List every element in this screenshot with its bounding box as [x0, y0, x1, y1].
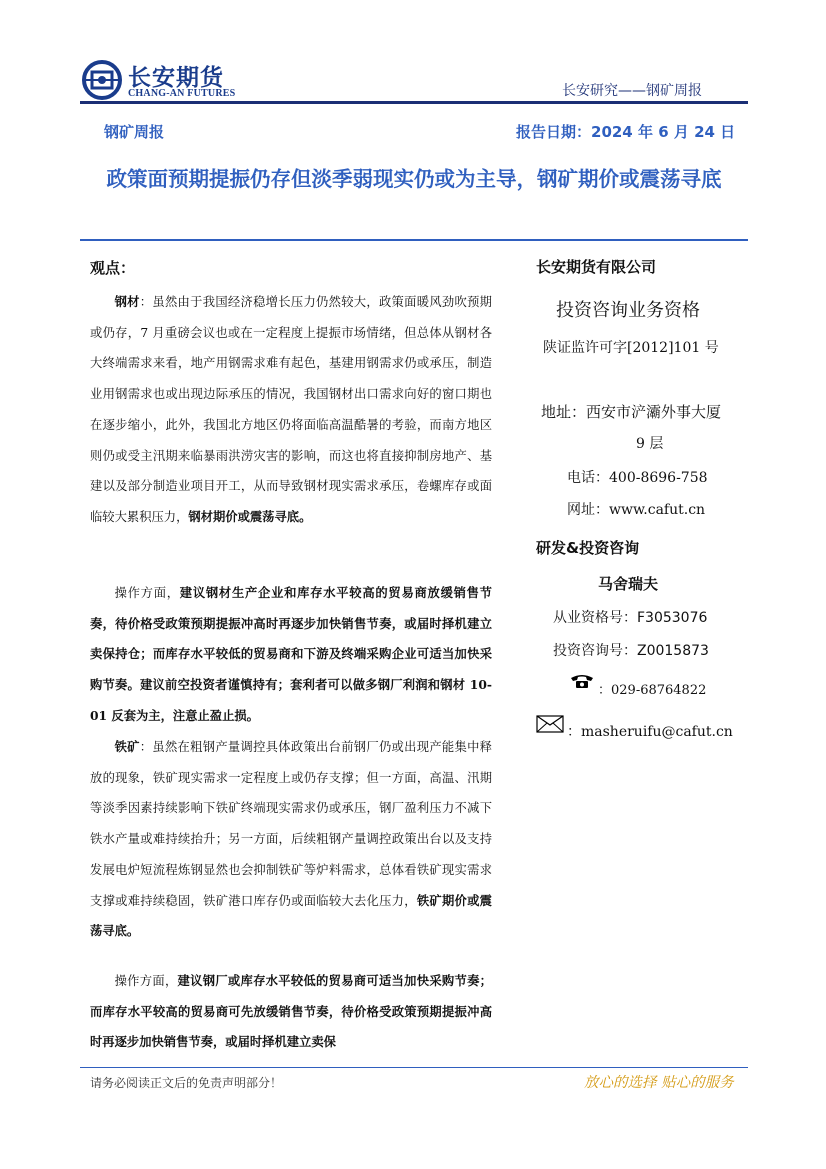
steel-text: ：虽然由于我国经济稳增长压力仍然较大，政策面暖风劲吹预期或仍存，7 月重磅会议也或在一定程度上提振市场情绪，但总体从钢材各大终端需求来看，地产用钢需求难有起色，基建用钢需求仍或承压，制造业用钢需求也或出现边际承压的情况，我国钢材出口需求向好的窗口期也在逐步缩小，此外，我国北方地区仍将面临高温酷暑的考验，而南方地区则仍或受主汛期来临暴雨洪涝灾害的影响，而这也将直接抑制房地产、基建以及部分制造业项目开工，从而导致钢材现实需求承压，卷螺库存或面临较大累积压力，: [90, 295, 492, 524]
address-line-2: 9 层: [636, 436, 664, 452]
company-logo-icon: [82, 60, 122, 100]
steel-operation-prefix: 操作方面，: [114, 586, 180, 600]
steel-operation-advice: 建议钢材生产企业和库存水平较高的贸易商放缓销售节奏，待价格受政策预期提振冲高时再逐步加快销售节奏，或届时择机建立卖保持仓；而库存水平较低的贸易商和下游及终端采购企业可适当加快采购节奏。建议前空投资者谨慎持有；套利者可以做多钢厂利润和钢材 10-01 反套为主，注意止盈止损。: [90, 585, 492, 723]
license-number: 陕证监许可字[2012]101 号: [543, 340, 719, 356]
iron-ore-lead: 铁矿: [114, 739, 140, 754]
iron-ore-paragraph: [90, 732, 492, 947]
company-website[interactable]: 网址：www.cafut.cn: [567, 502, 706, 518]
company-name: 长安期货有限公司: [536, 258, 657, 276]
steel-lead: 钢材: [114, 294, 140, 309]
business-qualification: 投资咨询业务资格: [556, 300, 700, 321]
iron-ore-operation-advice: 建议钢厂或库存水平较低的贸易商可适当加快采购节奏；而库存水平较高的贸易商可先放缓销售节奏，待价格受政策预期提振冲高时再逐步加快销售节奏，或届时择机建立卖保: [90, 973, 492, 1050]
viewpoint-heading: 观点：: [90, 259, 136, 277]
steel-operation-paragraph: [90, 578, 492, 732]
footer-slogan: 放心的选择 贴心的服务: [584, 1075, 734, 1091]
steel-conclusion: 钢材期价或震荡寻底。: [188, 508, 312, 524]
analyst-advisory-number: 投资咨询号：Z0015873: [553, 643, 709, 659]
analyst-qualification-number: 从业资格号：F3053076: [553, 610, 708, 626]
title-divider: [80, 239, 748, 241]
iron-ore-operation-paragraph: [90, 966, 492, 1058]
analyst-phone: ：029-68764822: [598, 683, 707, 698]
report-type: 钢矿周报: [104, 123, 165, 141]
iron-ore-text: ：虽然在粗钢产量调控具体政策出台前钢厂仍或出现产能集中释放的现象，铁矿现实需求一定程度上或仍存支撑；但一方面，高温、汛期等淡季因素持续影响下铁矿终端现实需求仍或承压，钢厂盈利压力不减下铁水产量或难持续抬升；另一方面，后续粗钢产量调控政策出台以及支持发展电炉短流程炼钢显然也会抑制铁矿等炉料需求，总体看铁矿现实需求支撑或难持续稳固，铁矿港口库存仍或面临较大去化压力，: [90, 740, 492, 908]
report-title: 政策面预期提振仍存但淡季弱现实仍或为主导，钢矿期价或震荡寻底: [106, 167, 722, 191]
iron-ore-operation-prefix: 操作方面，: [114, 974, 178, 988]
company-phone: 电话：400-8696-758: [567, 470, 708, 486]
analyst-email[interactable]: ：masheruifu@cafut.cn: [567, 724, 733, 740]
iron-ore-conclusion: 铁矿期价或震荡寻底。: [90, 892, 492, 939]
research-heading: 研发&投资咨询: [536, 539, 640, 557]
analyst-name: 马舍瑞夫: [598, 575, 659, 593]
logo-text: 长安期货: [128, 65, 224, 91]
header-divider: [80, 101, 748, 104]
report-date: 报告日期：2024 年 6 月 24 日: [516, 123, 736, 141]
disclaimer-note: 请务必阅读正文后的免责声明部分！: [90, 1076, 283, 1090]
footer-divider: [80, 1067, 748, 1068]
logo-english-text: CHANG-AN FUTURES: [128, 88, 236, 99]
telephone-icon: [570, 673, 594, 689]
mail-icon: [536, 714, 564, 734]
steel-paragraph: [90, 287, 492, 533]
header-series-label: 长安研究——钢矿周报: [562, 83, 702, 99]
address-line-1: 地址：西安市浐灞外事大厦: [541, 403, 722, 421]
